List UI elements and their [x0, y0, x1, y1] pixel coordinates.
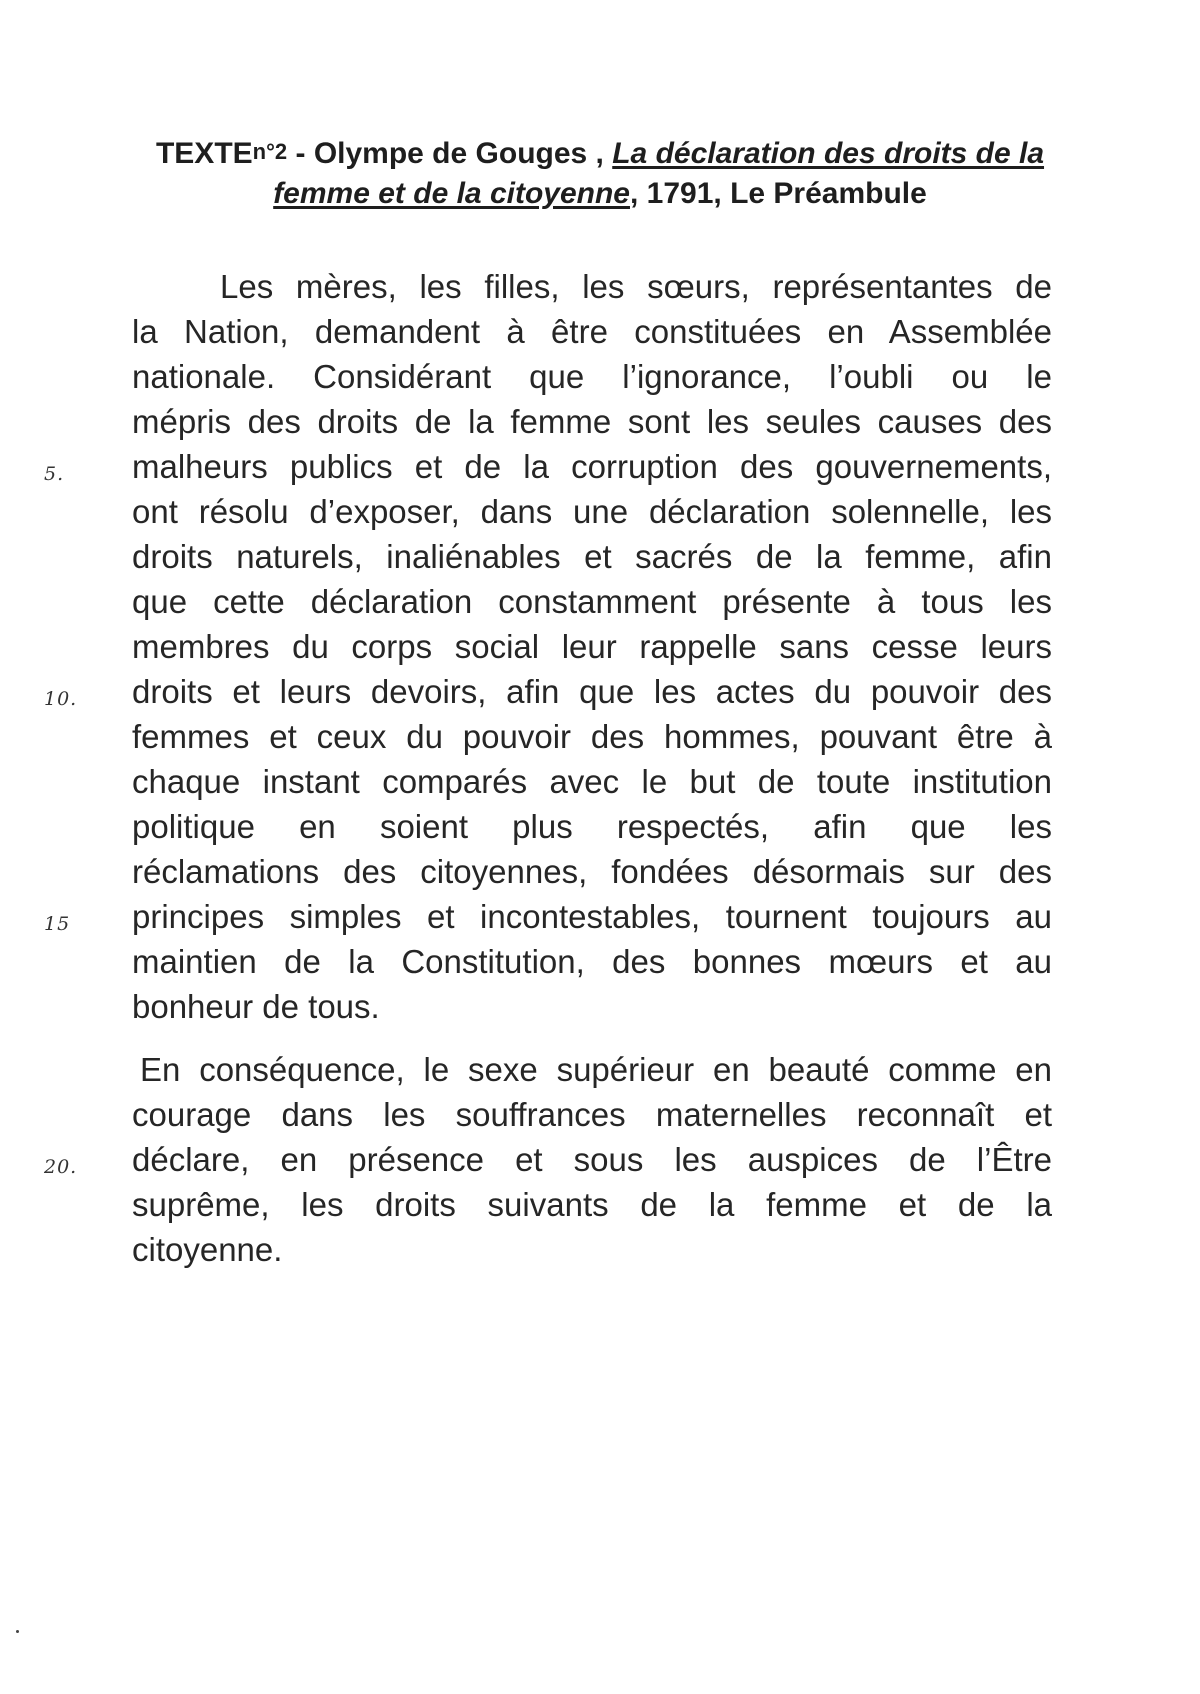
- scan-speck: [16, 1630, 19, 1633]
- text-line: droits naturels, inaliénables et sacrés de la femme, afin: [132, 538, 1052, 575]
- text-line: membres du corps social leur rappelle sans cesse leurs: [132, 628, 1052, 665]
- heading-comma: ,: [587, 137, 613, 170]
- heading-details: , 1791, Le Préambule: [629, 177, 927, 210]
- line-number-15: 15: [44, 913, 71, 935]
- text-line: principes simples et incontestables, tournent toujours au: [132, 898, 1052, 935]
- document-heading: [140, 132, 1060, 214]
- heading-separator: -: [287, 137, 314, 170]
- text-line: citoyenne.: [132, 1231, 283, 1268]
- text-line: courage dans les souffrances maternelles reconnaît et: [132, 1096, 1052, 1133]
- text-line: réclamations des citoyennes, fondées désormais sur des: [132, 853, 1052, 890]
- text-line: politique en soient plus respectés, afin que les: [132, 808, 1052, 845]
- line-number-20: 20.: [44, 1156, 78, 1178]
- line-number-5: 5.: [44, 463, 65, 485]
- text-line: nationale. Considérant que l’ignorance, l’oubli ou le: [132, 358, 1052, 395]
- text-line: mépris des droits de la femme sont les seules causes des: [132, 403, 1052, 440]
- text-line: maintien de la Constitution, des bonnes mœurs et au: [132, 943, 1052, 980]
- text-line: malheurs publics et de la corruption des gouvernements,: [132, 448, 1052, 485]
- text-line: chaque instant comparés avec le but de toute institution: [132, 763, 1052, 800]
- text-line: Les mères, les filles, les sœurs, représentantes de: [220, 268, 1052, 305]
- text-line: suprême, les droits suivants de la femme et de la: [132, 1186, 1052, 1223]
- heading-number: n°2: [252, 139, 288, 164]
- text-line: bonheur de tous.: [132, 988, 380, 1025]
- heading-author: Olympe de Gouges: [313, 137, 588, 170]
- paragraph-gap: [132, 1029, 1052, 1047]
- text-line: la Nation, demandent à être constituées en Assemblée: [132, 313, 1052, 350]
- document-body: [132, 264, 1052, 1272]
- text-line: déclare, en présence et sous les auspices de l’Être: [132, 1141, 1052, 1178]
- text-line: droits et leurs devoirs, afin que les actes du pouvoir des: [132, 673, 1052, 710]
- text-line: En conséquence, le sexe supérieur en beauté comme en: [140, 1051, 1052, 1088]
- line-number-10: 10.: [44, 688, 78, 710]
- text-line: que cette déclaration constamment présente à tous les: [132, 583, 1052, 620]
- heading-label: TEXTE: [155, 137, 253, 170]
- heading-work-title: La déclaration des droits de la femme et de la citoyenne: [273, 137, 1045, 210]
- text-line: femmes et ceux du pouvoir des hommes, pouvant être à: [132, 718, 1052, 755]
- text-line: ont résolu d’exposer, dans une déclaration solennelle, les: [132, 493, 1052, 530]
